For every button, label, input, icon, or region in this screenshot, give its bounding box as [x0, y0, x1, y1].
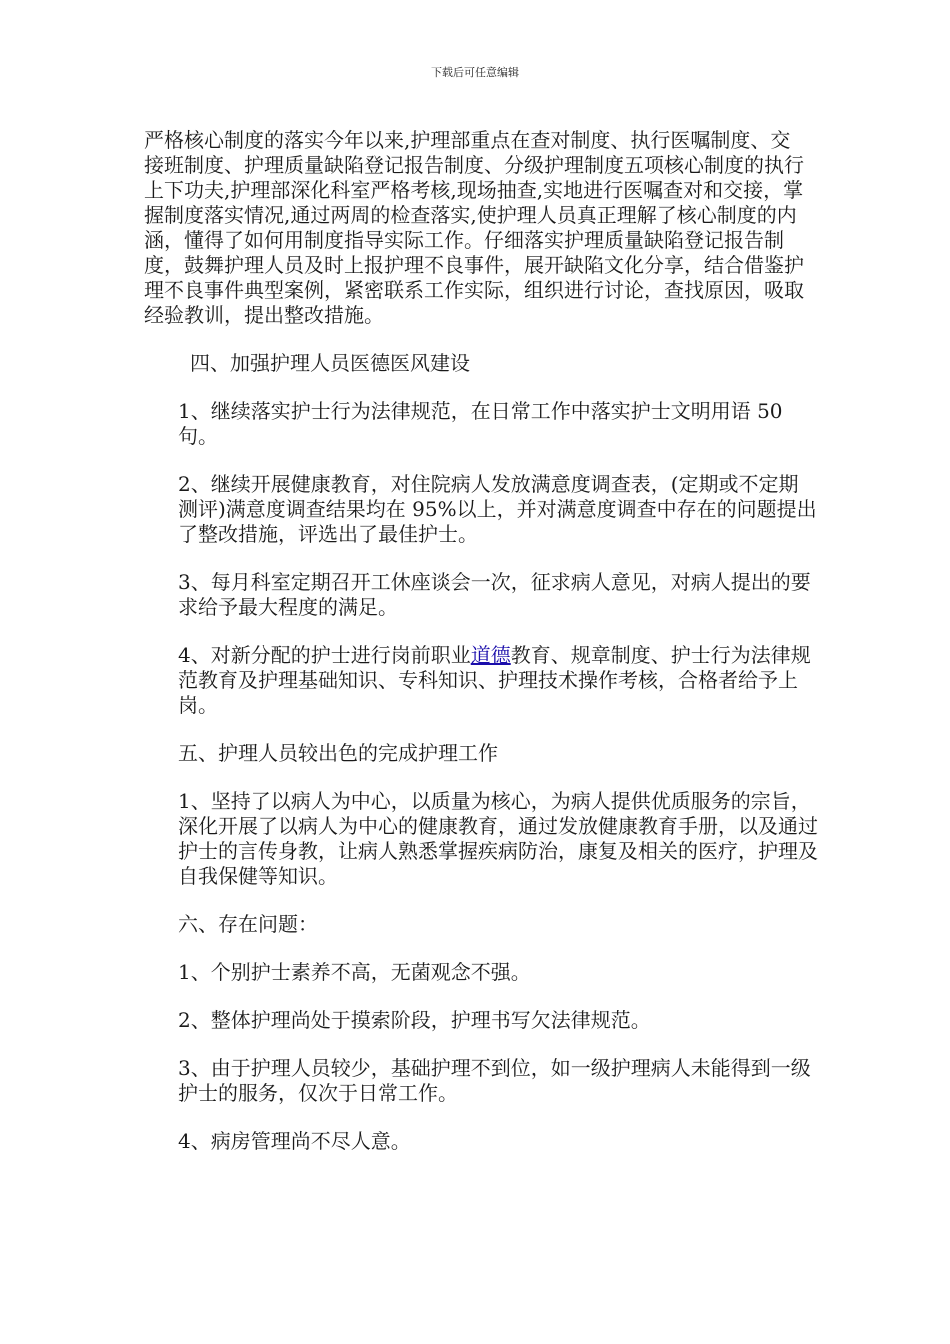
- morality-link[interactable]: 道德: [470, 643, 511, 667]
- item4-text-before: 4、对新分配的护士进行岗前职业: [178, 643, 471, 667]
- paragraph-gap: [140, 985, 830, 1008]
- section4-item-3: 3、每月科室定期召开工休座谈会一次，征求病人意见，对病人提出的要求给予最大程度的满足。: [178, 570, 811, 619]
- section5-heading: 五、护理人员较出色的完成护理工作: [178, 741, 498, 765]
- paragraph-gap: [140, 1106, 830, 1129]
- section6-item-3: 3、由于护理人员较少，基础护理不到位，如一级护理病人未能得到一级护士的服务，仅次于日常工作。: [178, 1056, 811, 1105]
- paragraph-gap: [140, 376, 830, 399]
- paragraph-gap: [140, 449, 830, 472]
- section6-item-1: 1、个别护士素养不高，无菌观念不强。: [178, 960, 531, 984]
- paragraph-gap: [140, 620, 830, 643]
- page-header: 下载后可任意编辑: [431, 66, 519, 79]
- paragraph-gap: [140, 547, 830, 570]
- section6-item-4: 4、病房管理尚不尽人意。: [178, 1129, 411, 1153]
- section4-heading: 四、加强护理人员医德医风建设: [190, 351, 470, 375]
- section6-heading: 六、存在问题：: [178, 912, 318, 936]
- intro-paragraph: 严格核心制度的落实今年以来,护理部重点在查对制度、执行医嘱制度、交接班制度、护理质量缺陷登记报告制度、分级护理制度五项核心制度的执行上下功夫,护理部深化科室严格考核,现场抽查,实地进行医嘱查对和交接，掌握制度落实情况,通过两周的检查落实,使护理人员真正理解了核心制度的内涵，懂得了如何用制度指导实际工作。仔细落实护理质量缺陷登记报告制度，鼓舞护理人员及时上报护理不良事件，展开缺陷文化分享，结合借鉴护理不良事件典型案例，紧密联系工作实际，组织进行讨论，查找原因，吸取经验教训，提出整改措施。: [144, 128, 804, 327]
- section6-item-2: 2、整体护理尚处于摸索阶段，护理书写欠法律规范。: [178, 1008, 651, 1032]
- paragraph-gap: [140, 937, 830, 960]
- section4-item-2: 2、继续开展健康教育，对住院病人发放满意度调查表，(定期或不定期测评)满意度调查结果均在 95%以上，并对满意度调查中存在的问题提出了整改措施，评选出了最佳护士。: [178, 472, 817, 546]
- paragraph-gap: [140, 328, 830, 351]
- section5-item-1: 1、坚持了以病人为中心，以质量为核心，为病人提供优质服务的宗旨，深化开展了以病人为中心的健康教育，通过发放健康教育手册，以及通过护士的言传身教，让病人熟悉掌握疾病防治，康复及相关的医疗，护理及自我保健等知识。: [178, 789, 818, 888]
- item4-text-after: 教育、规章制度、护士行为法律规范教育及护理基础知识、专科知识、护理技术操作考核，合格者给予上岗。: [178, 643, 811, 717]
- document-body: [140, 128, 830, 1154]
- section4-item-1: 1、继续落实护士行为法律规范，在日常工作中落实护士文明用语 50 句。: [178, 399, 783, 448]
- section4-item-4: [178, 643, 818, 718]
- paragraph-gap: [140, 1033, 830, 1056]
- paragraph-gap: [140, 889, 830, 912]
- paragraph-gap: [140, 718, 830, 741]
- paragraph-gap: [140, 766, 830, 789]
